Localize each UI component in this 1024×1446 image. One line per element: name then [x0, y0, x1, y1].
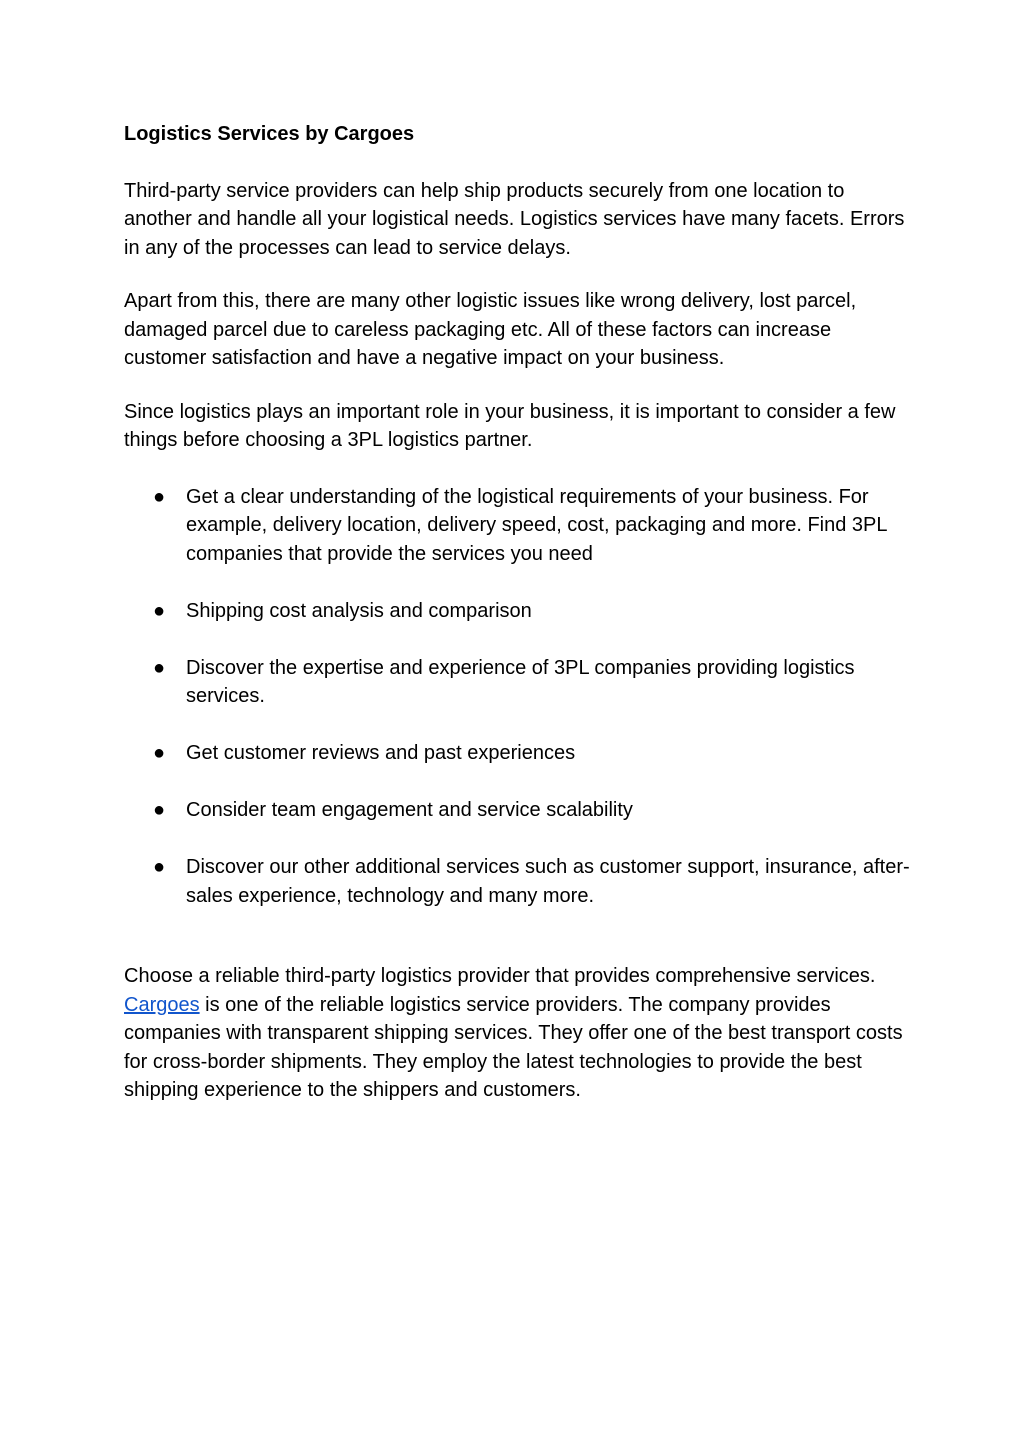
- paragraph-considerations: Since logistics plays an important role in your business, it is important to consider a few things before choosing a 3PL logistics partner.: [124, 400, 896, 451]
- bullet-icon: ●: [153, 656, 166, 679]
- list-item: [124, 739, 914, 768]
- paragraph-intro: Third-party service providers can help ship products securely from one location to another and handle all your logistical needs. Logistics services have many facets. Errors in any of the processes can lead to service delays.: [124, 179, 905, 259]
- paragraph-conclusion: [124, 962, 914, 1105]
- list-item-text: Get a clear understanding of the logistical requirements of your business. For example, delivery location, delivery speed, cost, packaging and more. Find 3PL companies that provide the services you need: [186, 485, 887, 565]
- list-item-text: Consider team engagement and service scalability: [186, 799, 633, 821]
- list-item: [124, 483, 914, 569]
- list-item: [124, 796, 914, 825]
- bullet-icon: ●: [153, 742, 166, 764]
- list-item-text: Discover the expertise and experience of 3PL companies providing logistics services.: [186, 656, 855, 707]
- bullet-icon: ●: [153, 485, 166, 508]
- list-item-text: Get customer reviews and past experiences: [186, 742, 576, 764]
- list-item: [124, 597, 914, 626]
- conclusion-text-end: is one of the reliable logistics service providers. The company provides companies with transparent shipping services. They offer one of the best transport costs for cross-border shipments. They employ the latest technologies to provide the best shipping experience to the shippers and customers.: [124, 993, 903, 1101]
- list-item-text: Shipping cost analysis and comparison: [186, 599, 532, 622]
- bullet-icon: ●: [153, 856, 166, 878]
- conclusion-text-start: Choose a reliable third-party logistics provider that provides comprehensive services.: [124, 965, 876, 987]
- paragraph-issues: Apart from this, there are many other logistic issues like wrong delivery, lost parcel, damaged parcel due to careless packaging etc. All of these factors can increase customer satisfaction and have a negative impact on your business.: [124, 290, 857, 369]
- list-item: [124, 654, 914, 711]
- cargoes-link[interactable]: Cargoes: [124, 993, 200, 1016]
- considerations-list: [124, 483, 914, 911]
- bullet-icon: ●: [153, 799, 166, 821]
- list-item: [124, 853, 914, 910]
- list-item-text: Discover our other additional services such as customer support, insurance, after-sales experience, technology and many more.: [186, 856, 910, 907]
- bullet-icon: ●: [153, 599, 166, 622]
- document-title: Logistics Services by Cargoes: [124, 123, 415, 145]
- document-page: [124, 120, 914, 1105]
